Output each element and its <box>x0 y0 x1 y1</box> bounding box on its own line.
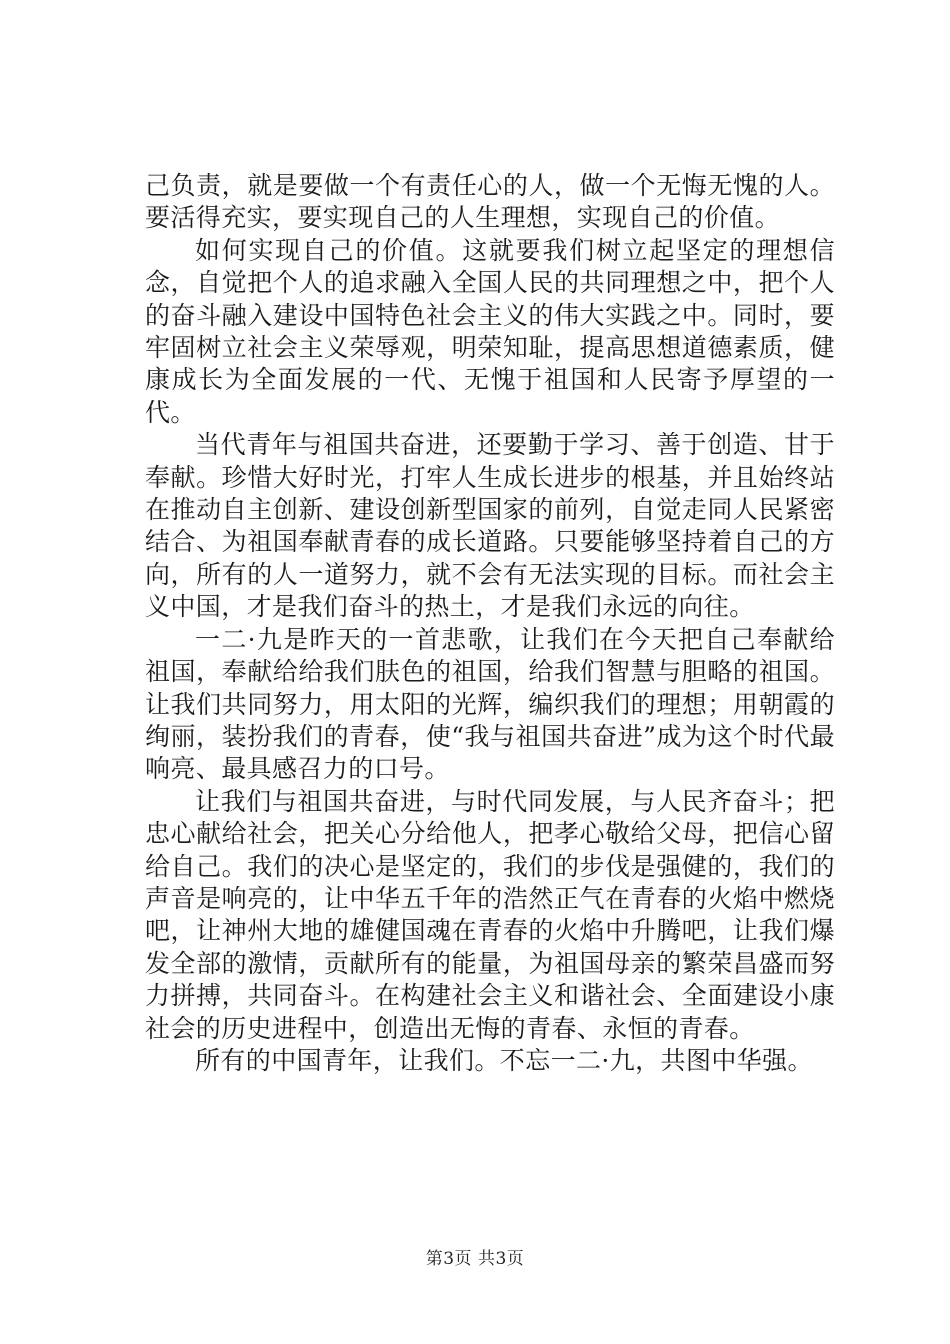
page-number-footer: 第3页 共3页 <box>425 1249 525 1269</box>
paragraph: 当代青年与祖国共奋进，还要勤于学习、善于创造、甘于奉献。珍惜大好时光，打牢人生成长进步的根基，并且始终站在推动自主创新、建设创新型国家的前列，自觉走同人民紧密结合、为祖国奉献青春的成长道路。只要能够坚持着自己的方向，所有的人一道努力，就不会有无法实现的目标。而社会主义中国，才是我们奋斗的热土，才是我们永远的向往。 <box>145 430 835 622</box>
paragraph: 让我们与祖国共奋进，与时代同发展，与人民齐奋斗；把忠心献给社会，把关心分给他人，把孝心敬给父母，把信心留给自己。我们的决心是坚定的，我们的步伐是强健的，我们的声音是响亮的，让中华五千年的浩然正气在青春的火焰中燃烧吧，让神州大地的雄健国魂在青春的火焰中升腾吧，让我们爆发全部的激情，贡献所有的能量，为祖国母亲的繁荣昌盛而努力拼搏，共同奋斗。在构建社会主义和谐社会、全面建设小康社会的历史进程中，创造出无悔的青春、永恒的青春。 <box>145 786 835 1043</box>
paragraph: 所有的中国青年，让我们。不忘一二·九，共图中华强。 <box>195 1045 813 1075</box>
paragraph: 如何实现自己的价值。这就要我们树立起坚定的理想信念，自觉把个人的追求融入全国人民的共同理想之中，把个人的奋斗融入建设中国特色社会主义的伟大实践之中。同时，要牢固树立社会主义荣辱观，明荣知耻，提高思想道德素质，健康成长为全面发展的一代、无愧于祖国和人民寄予厚望的一代。 <box>145 235 835 427</box>
paragraph: 一二·九是昨天的一首悲歌，让我们在今天把自己奉献给祖国，奉献给给我们肤色的祖国，给我们智慧与胆略的祖国。让我们共同努力，用太阳的光辉，编织我们的理想；用朝霞的绚丽，装扮我们的青春，使“我与祖国共奋进”成为这个时代最响亮、最具感召力的口号。 <box>145 624 835 784</box>
paragraph-continued: 己负责，就是要做一个有责任心的人，做一个无悔无愧的人。要活得充实，要实现自己的人生理想，实现自己的价值。 <box>145 171 835 233</box>
document-body <box>145 170 835 1077</box>
